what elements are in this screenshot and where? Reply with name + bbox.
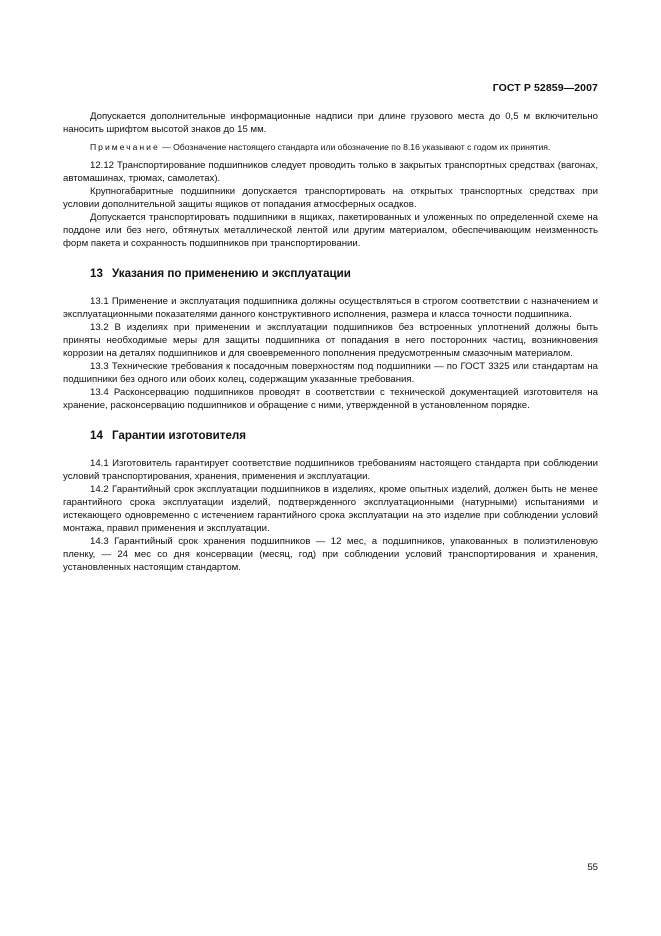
paragraph-large-bearings: Крупногабаритные подшипники допускается транспортировать на открытых транспортных средствах при условии дополнительной защиты ящиков от попадания атмосферных осадков. xyxy=(63,186,598,210)
page-body xyxy=(63,110,598,574)
paragraph-13-4: 13.4 Расконсервацию подшипников проводят в соответствии с технической документацией изготовителя на хранение, расконсервацию подшипников и обращение с ними, утвержденной в установленном порядке. xyxy=(63,387,598,411)
paragraph-13-3: 13.3 Технические требования к посадочным поверхностям под подшипники — по ГОСТ 3325 или стандартам на подшипники без одного или обоих колец, содержащим указанные требования. xyxy=(63,361,598,385)
section-number: 13 xyxy=(90,267,103,280)
paragraph-14-2: 14.2 Гарантийный срок эксплуатации подшипников в изделиях, кроме опытных изделий, должен быть не менее гарантийного срока эксплуатации изделий, подтвержденного эксплуатационными (натурными) испытаниями и истекающего одновременно с истечением гарантийного срока эксплуатации на это изделие при соблюдении условий монтажа, правил применения и эксплуатации. xyxy=(63,484,598,534)
section-title: Указания по применению и эксплуатации xyxy=(112,267,351,280)
note-text: — Обозначение настоящего стандарта или обозначение по 8.16 указывают с годом их принятия. xyxy=(159,142,551,152)
page-number: 55 xyxy=(587,862,598,873)
paragraph-12-12: 12.12 Транспортирование подшипников следует проводить только в закрытых транспортных средствах (вагонах, автомашинах, трюмах, самолетах). xyxy=(63,160,598,184)
paragraph-13-1: 13.1 Применение и эксплуатация подшипника должны осуществляться в строгом соответствии с назначением и эксплуатационными показателями данного конструктивного исполнения, размера и класса точности подшипника. xyxy=(63,296,598,320)
section-number: 14 xyxy=(90,429,103,442)
section-heading-13 xyxy=(63,267,598,281)
paragraph-14-1: 14.1 Изготовитель гарантирует соответствие подшипников требованиям настоящего стандарта при соблюдении условий транспортирования, хранения, применения и эксплуатации. xyxy=(63,458,598,482)
paragraph-packaging: Допускается транспортировать подшипники в ящиках, пакетированных и уложенных по определенной схеме на поддоне или без него, обтянутых металлической лентой или другим материалом, обеспечивающим неизменность форм пакета и сохранность подшипников при транспортировании. xyxy=(63,212,598,249)
section-heading-14 xyxy=(63,429,598,443)
paragraph-14-3: 14.3 Гарантийный срок хранения подшипников — 12 мес, а подшипников, упакованных в полиэтиленовую пленку, — 24 мес со дня консервации (месяц, год) при соблюдении условий транспортирования и хранения, установленных настоящим стандартом. xyxy=(63,536,598,573)
running-header: ГОСТ Р 52859—2007 xyxy=(492,82,598,94)
paragraph-info-labels: Допускается дополнительные информационные надписи при длине грузового места до 0,5 м включительно наносить шрифтом высотой знаков до 15 мм. xyxy=(63,111,598,135)
section-title: Гарантии изготовителя xyxy=(112,429,247,442)
note-label: Примечание xyxy=(90,142,160,152)
note xyxy=(63,141,598,153)
paragraph-13-2: 13.2 В изделиях при применении и эксплуатации подшипников без встроенных уплотнений должны быть приняты необходимые меры для защиты подшипника от попадания в него посторонних частиц, возникновения коррозии на деталях подшипников и для своевременного пополнения предусмотренным смазочным материалом. xyxy=(63,322,598,359)
